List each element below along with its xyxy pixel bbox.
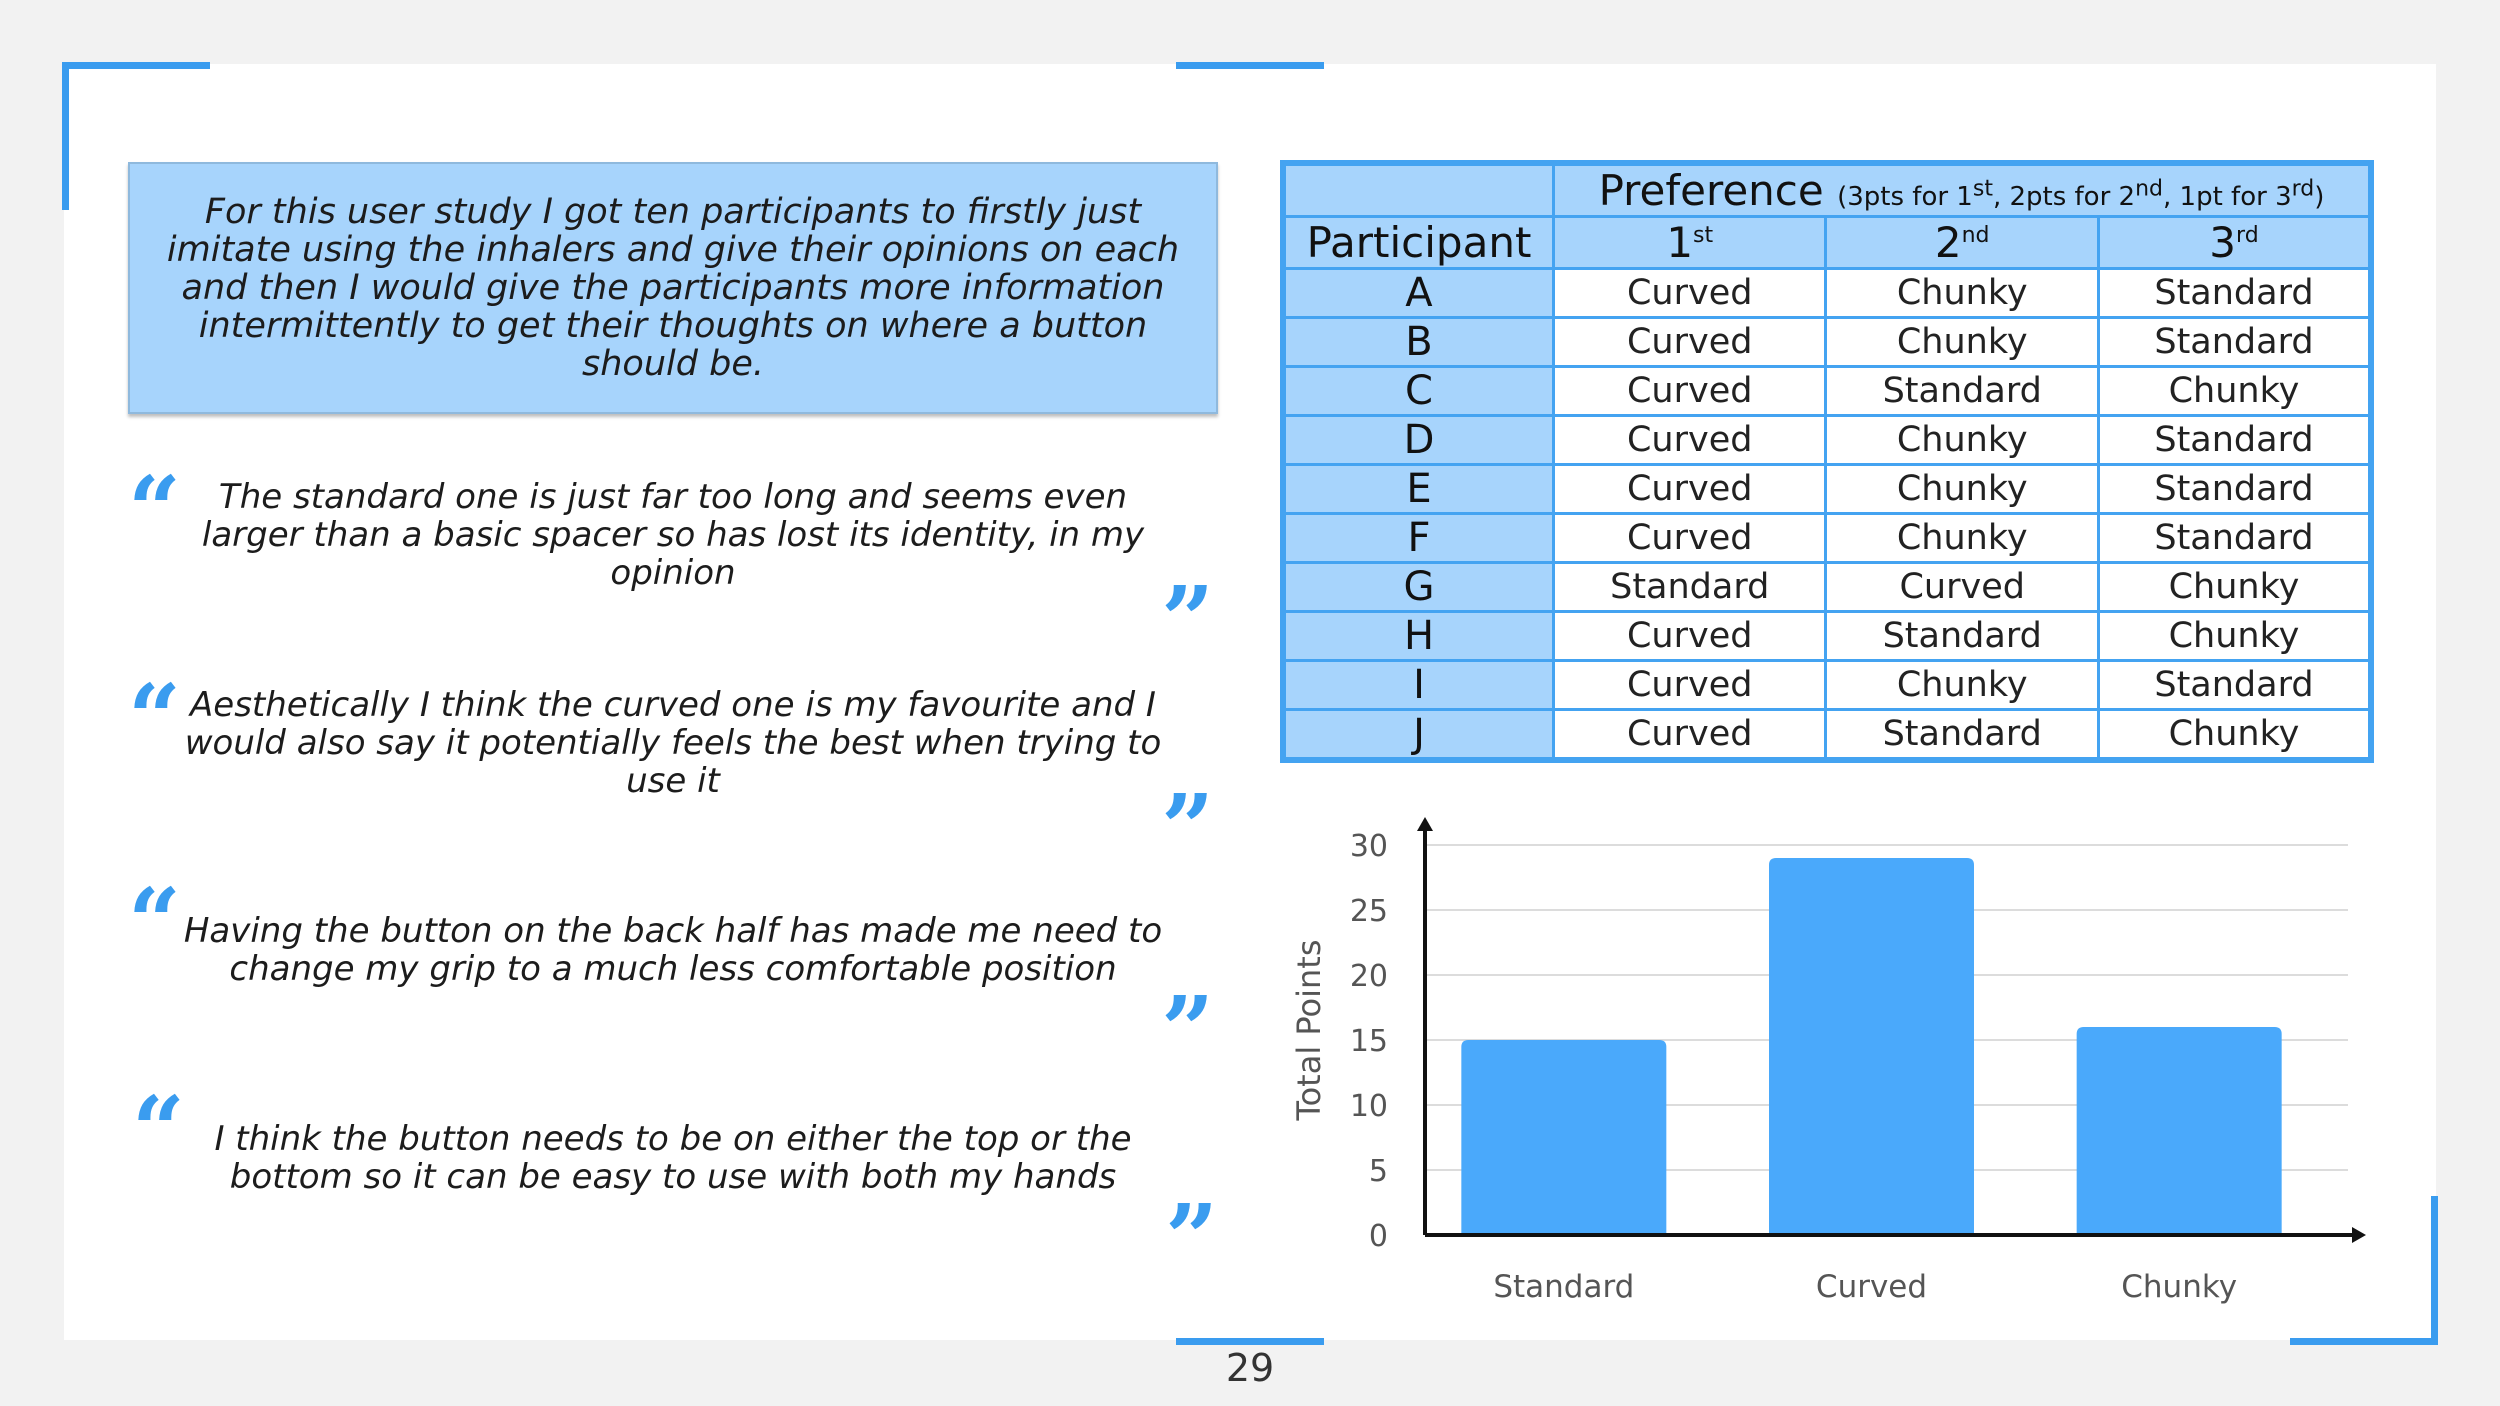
first-choice-cell: Curved	[1553, 661, 1825, 710]
second-choice-cell: Curved	[1826, 563, 2098, 612]
preference-table	[1280, 160, 2374, 763]
x-tick-labels	[1493, 1269, 2237, 1305]
participant-label: A	[1283, 269, 1553, 318]
bottom-right-bracket-h	[2290, 1338, 2438, 1345]
preference-header	[1553, 163, 2371, 217]
y-tick-label: 10	[1349, 1089, 1388, 1124]
y-tick-label: 25	[1349, 894, 1388, 929]
top-center-bracket	[1176, 62, 1324, 69]
column-header-1st: 1st	[1553, 217, 1825, 269]
y-tick-label: 15	[1349, 1024, 1388, 1059]
quote-text: The standard one is just far too long and seems even larger than a basic spacer so has lost its identity, in my opinion	[201, 477, 1145, 593]
third-choice-cell: Standard	[2098, 269, 2371, 318]
participant-label: E	[1283, 465, 1553, 514]
y-tick-label: 0	[1368, 1219, 1388, 1254]
first-choice-cell: Standard	[1553, 563, 1825, 612]
open-quote-icon: “	[132, 1076, 185, 1184]
third-choice-cell: Chunky	[2098, 563, 2371, 612]
second-choice-cell: Chunky	[1826, 416, 2098, 465]
quote-2	[128, 664, 1218, 882]
table-row	[1283, 465, 2371, 514]
first-choice-cell: Curved	[1553, 710, 1825, 761]
quote-3	[128, 868, 1218, 1084]
quote-4	[128, 1076, 1218, 1292]
y-tick-label: 30	[1349, 829, 1388, 864]
x-tick-label: Standard	[1493, 1269, 1635, 1305]
quote-text: Having the button on the back half has made me need to change my grip to a much less comfortable position	[183, 911, 1163, 989]
preference-title: Preference	[1598, 166, 1824, 215]
open-quote-icon: “	[128, 664, 181, 772]
third-choice-cell: Chunky	[2098, 367, 2371, 416]
y-axis-label: Total Points	[1290, 939, 1328, 1121]
participant-header: Participant	[1283, 217, 1553, 269]
x-tick-label: Chunky	[2121, 1269, 2238, 1305]
points-bar-chart	[1270, 800, 2380, 1320]
chart-bars	[1461, 858, 2281, 1235]
first-choice-cell: Curved	[1553, 367, 1825, 416]
third-choice-cell: Standard	[2098, 661, 2371, 710]
participant-label: B	[1283, 318, 1553, 367]
second-choice-cell: Chunky	[1826, 514, 2098, 563]
second-choice-cell: Chunky	[1826, 318, 2098, 367]
second-choice-cell: Standard	[1826, 367, 2098, 416]
quote-text: Aesthetically I think the curved one is my favourite and I would also say it potentially feels the best when trying to use it	[184, 685, 1162, 801]
bar-chunky	[2077, 1027, 2282, 1235]
page-number: 29	[1225, 1346, 1275, 1390]
intro-text: For this user study I got ten participants to firstly just imitate using the inhalers and give their opinions on each and then I would give the participants more information intermittently to get their thoughts on where a button should be.	[166, 192, 1180, 384]
bottom-center-bracket	[1176, 1338, 1324, 1345]
y-axis-arrow-icon	[1417, 817, 1433, 831]
third-choice-cell: Standard	[2098, 416, 2371, 465]
open-quote-icon: “	[128, 456, 181, 564]
third-choice-cell: Standard	[2098, 465, 2371, 514]
bottom-right-bracket-v	[2431, 1196, 2438, 1345]
points-note: (3pts for 1st, 2pts for 2nd, 1pt for 3rd)	[1837, 176, 2325, 212]
table-row	[1283, 563, 2371, 612]
y-tick-labels	[1350, 829, 1388, 1254]
participant-label: F	[1283, 514, 1553, 563]
table-row	[1283, 367, 2371, 416]
close-quote-icon: ”	[1161, 566, 1214, 674]
first-choice-cell: Curved	[1553, 416, 1825, 465]
bar-curved	[1769, 858, 1974, 1235]
first-choice-cell: Curved	[1553, 318, 1825, 367]
participant-label: C	[1283, 367, 1553, 416]
table-row	[1283, 612, 2371, 661]
participant-label: D	[1283, 416, 1553, 465]
y-tick-label: 20	[1349, 959, 1388, 994]
table-title-row	[1283, 163, 2371, 217]
quote-text: I think the button needs to be on either the top or the bottom so it can be easy to use with both my hands	[214, 1119, 1132, 1197]
second-choice-cell: Chunky	[1826, 269, 2098, 318]
top-left-bracket-v	[62, 62, 69, 210]
participant-label: G	[1283, 563, 1553, 612]
third-choice-cell: Standard	[2098, 514, 2371, 563]
third-choice-cell: Chunky	[2098, 710, 2371, 761]
column-header-2nd: 2nd	[1826, 217, 2098, 269]
second-choice-cell: Chunky	[1826, 465, 2098, 514]
table-header-row	[1283, 217, 2371, 269]
quote-1	[128, 456, 1218, 674]
participant-label: J	[1283, 710, 1553, 761]
table-row	[1283, 416, 2371, 465]
table-row	[1283, 269, 2371, 318]
x-axis-arrow-icon	[2352, 1227, 2366, 1243]
x-tick-label: Curved	[1815, 1269, 1928, 1305]
top-left-bracket-h	[62, 62, 210, 69]
close-quote-icon: ”	[1161, 774, 1214, 882]
participant-label: H	[1283, 612, 1553, 661]
participant-label: I	[1283, 661, 1553, 710]
close-quote-icon: ”	[1161, 976, 1214, 1084]
second-choice-cell: Chunky	[1826, 661, 2098, 710]
second-choice-cell: Standard	[1826, 710, 2098, 761]
table-body	[1283, 269, 2371, 761]
table-row	[1283, 661, 2371, 710]
bar-standard	[1461, 1040, 1666, 1235]
table-row	[1283, 318, 2371, 367]
third-choice-cell: Chunky	[2098, 612, 2371, 661]
third-choice-cell: Standard	[2098, 318, 2371, 367]
y-tick-label: 5	[1368, 1154, 1388, 1189]
first-choice-cell: Curved	[1553, 269, 1825, 318]
table-row	[1283, 710, 2371, 761]
table-row	[1283, 514, 2371, 563]
close-quote-icon: ”	[1165, 1184, 1218, 1292]
table-corner-cell	[1283, 163, 1553, 217]
first-choice-cell: Curved	[1553, 612, 1825, 661]
open-quote-icon: “	[128, 868, 181, 976]
first-choice-cell: Curved	[1553, 514, 1825, 563]
second-choice-cell: Standard	[1826, 612, 2098, 661]
column-header-3rd: 3rd	[2098, 217, 2371, 269]
intro-box	[128, 162, 1218, 414]
first-choice-cell: Curved	[1553, 465, 1825, 514]
